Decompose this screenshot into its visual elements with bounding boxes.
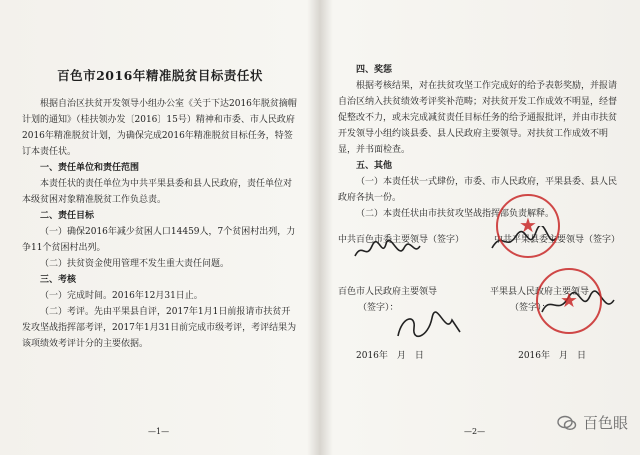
sign-bottom-left: 百色市人民政府主要领导	[338, 287, 438, 297]
section3-item2: （二）考评。先由平果县自评，2017年1月1日前报请市扶贫开发攻坚战指挥部考评，2017年1月31日前完成市级考评，考评结果为该项绩效考评计分的主要依据。	[22, 307, 297, 349]
date-row	[338, 348, 620, 364]
page-number-left: —1—	[148, 427, 170, 436]
sign-label-left: （签字）：	[358, 303, 399, 313]
section4-heading: 四、奖惩	[356, 65, 393, 75]
sign-label-right: （签字）：	[510, 303, 551, 313]
watermark	[557, 412, 628, 433]
section5-item1: （一）本责任状一式肆份，市委、市人民政府，平果县委、县人民政府各执一份。	[338, 177, 618, 203]
section1-heading: 一、责任单位和责任范围	[40, 163, 140, 173]
section1-text: 本责任状的责任单位为中共平果县委和县人民政府，责任单位对本级贫困对象精准脱贫工作负总责。	[22, 179, 293, 205]
date-left: 2016年 月 日	[356, 351, 424, 361]
sign-top-right: 中共平果县委主要领导（签字）	[493, 235, 620, 245]
date-right: 2016年 月 日	[518, 351, 586, 361]
right-page	[338, 10, 620, 448]
official-seal-top	[496, 194, 560, 258]
handwritten-signature-3	[394, 310, 464, 342]
section3-heading: 三、考核	[40, 275, 77, 285]
left-page	[22, 10, 298, 448]
section3-item1: （一）完成时间。2016年12月31日止。	[40, 291, 203, 301]
section2-item1: （一）确保2016年减少贫困人口14459人，7个贫困村出列，力争11个贫困村出列。	[22, 227, 296, 253]
official-seal-bottom	[536, 268, 602, 334]
handwritten-signature-1	[352, 238, 422, 262]
wechat-icon	[557, 415, 577, 431]
section2-item2: （二）扶贫资金使用管理不发生重大责任问题。	[40, 259, 230, 269]
section4-text: 根据考核结果，对在扶贫攻坚工作完成好的给予表彰奖励，并报请自治区纳入扶贫绩效考评奖补范畴；对扶贫开发工作成效不明显，经督促整改不力，或未完成减贫责任目标任务的给予通报批评，并由市扶贫开发领导小组约谈县委、县人民政府主要领导。对扶贫工作成效不明显，并书面检查。	[338, 81, 618, 155]
section2-heading: 二、责任目标	[40, 211, 95, 221]
section5-heading: 五、其他	[356, 161, 393, 171]
intro-paragraph: 根据自治区扶贫开发领导小组办公室《关于下达2016年脱贫摘帽计划的通知》（桂扶领办发〔2016〕15号）精神和市委、市人民政府2016年精准脱贫计划，为确保完成2016年精准脱贫目标任务，特签订本责任状。	[22, 99, 297, 157]
page-number-right: —2—	[464, 427, 486, 436]
sign-bottom-right: 平果县人民政府主要领导	[490, 287, 590, 297]
sign-top-left: 中共百色市委主要领导（签字）	[338, 235, 465, 245]
watermark-text: 百色眼	[582, 414, 628, 432]
document-title: 百色市2016年精准脱贫目标责任状	[57, 68, 263, 83]
section5-item2: （二）本责任状由市扶贫攻坚战指挥部负责解释。	[356, 209, 555, 219]
